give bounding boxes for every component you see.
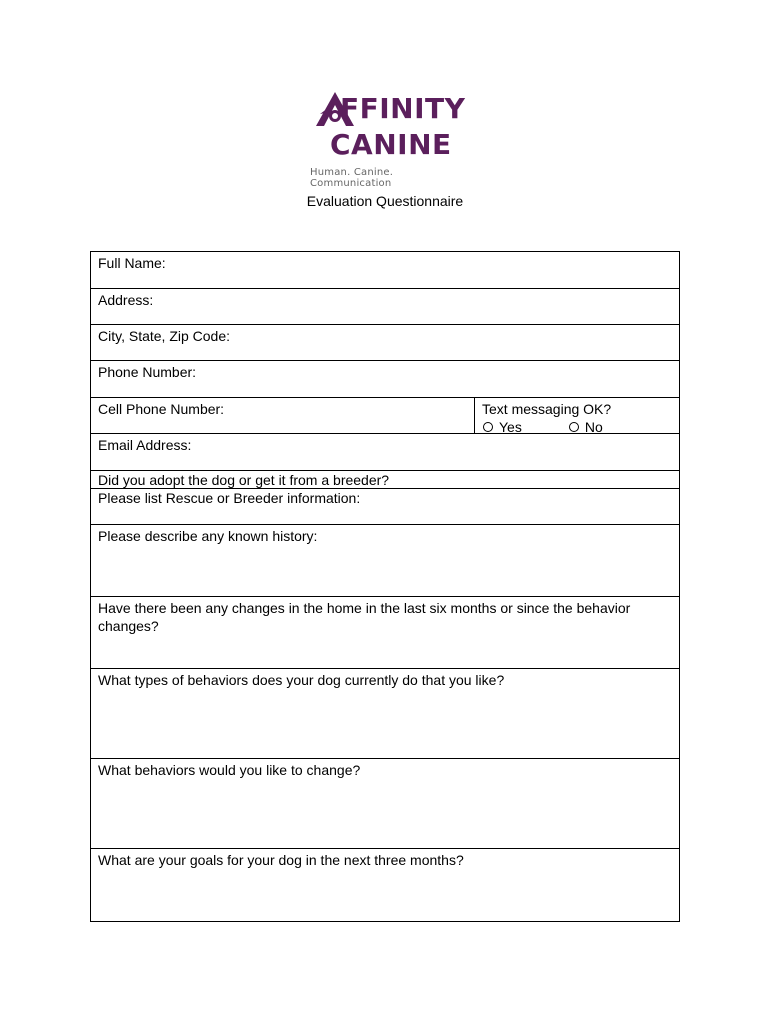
goals-field[interactable] bbox=[91, 849, 679, 921]
full-name-label: Full Name: bbox=[98, 255, 166, 271]
cell-phone-field[interactable] bbox=[91, 398, 475, 433]
logo-line1: FFINITY bbox=[340, 92, 466, 125]
no-label: No bbox=[584, 419, 603, 435]
email-address-label: Email Address: bbox=[98, 437, 192, 453]
adopt-or-breeder-label: Did you adopt the dog or get it from a breeder? bbox=[98, 472, 390, 488]
home-changes-field[interactable] bbox=[91, 597, 679, 669]
phone-number-field[interactable] bbox=[91, 361, 679, 398]
logo-line2: CANINE bbox=[330, 128, 452, 161]
behaviors-like-field[interactable] bbox=[91, 669, 679, 759]
behaviors-change-field[interactable] bbox=[91, 759, 679, 849]
rescue-breeder-info-label: Please list Rescue or Breeder information: bbox=[98, 490, 361, 506]
cell-phone-row bbox=[91, 398, 679, 434]
known-history-field[interactable] bbox=[91, 525, 679, 597]
cell-phone-label: Cell Phone Number: bbox=[98, 401, 225, 417]
text-messaging-label: Text messaging OK? bbox=[482, 401, 612, 417]
questionnaire-form bbox=[90, 251, 680, 922]
email-address-field[interactable] bbox=[91, 434, 679, 471]
radio-circle-icon bbox=[483, 422, 493, 432]
address-label: Address: bbox=[98, 292, 154, 308]
known-history-label: Please describe any known history: bbox=[98, 528, 318, 544]
city-state-zip-label: City, State, Zip Code: bbox=[98, 328, 231, 344]
radio-circle-icon bbox=[569, 422, 579, 432]
full-name-field[interactable] bbox=[91, 252, 679, 289]
goals-label: What are your goals for your dog in the next three months? bbox=[98, 852, 464, 868]
text-messaging-cell bbox=[475, 398, 679, 433]
yes-label: Yes bbox=[499, 419, 522, 435]
rescue-breeder-info-field[interactable] bbox=[91, 489, 679, 525]
address-field[interactable] bbox=[91, 289, 679, 325]
logo-tagline: Human. Canine. Communication bbox=[310, 167, 394, 189]
city-state-zip-field[interactable] bbox=[91, 325, 679, 361]
page-title: Evaluation Questionnaire bbox=[306, 193, 464, 209]
behaviors-like-label: What types of behaviors does your dog currently do that you like? bbox=[98, 672, 505, 688]
adopt-or-breeder-field[interactable] bbox=[91, 471, 679, 489]
phone-number-label: Phone Number: bbox=[98, 364, 197, 380]
home-changes-label: Have there been any changes in the home in the last six months or since the behavior changes? bbox=[98, 600, 631, 634]
behaviors-change-label: What behaviors would you like to change? bbox=[98, 762, 361, 778]
company-logo bbox=[310, 90, 466, 189]
